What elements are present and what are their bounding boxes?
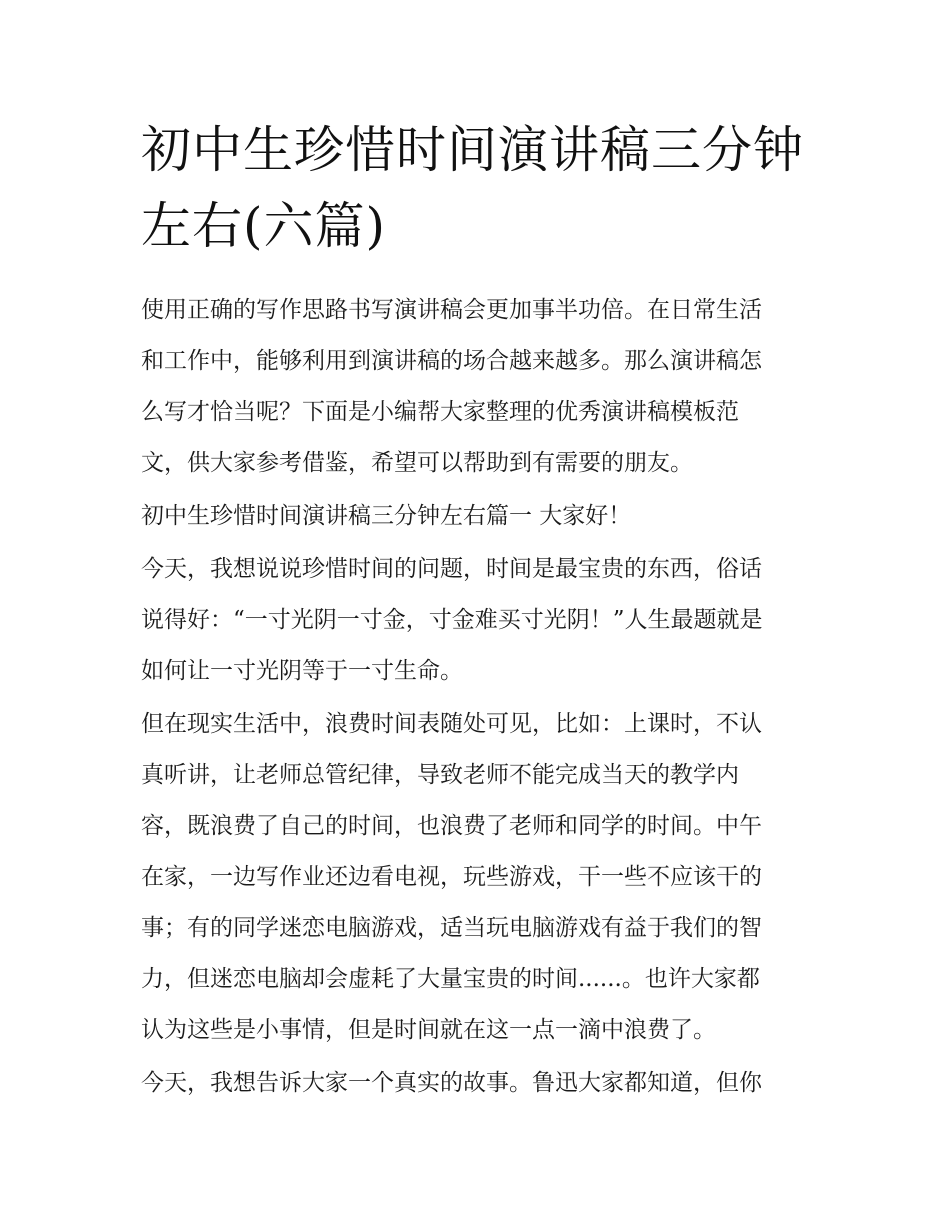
text-line: 认为这些是小事情，但是时间就在这一点一滴中浪费了。 bbox=[141, 1017, 716, 1043]
text-line: 在家，一边写作业还边看电视，玩些游戏，干一些不应该干的 bbox=[141, 864, 762, 890]
text-line: 真听讲，让老师总管纪律，导致老师不能完成当天的教学内 bbox=[141, 762, 739, 788]
paragraph-opening bbox=[141, 544, 813, 697]
text-line: 么写才恰当呢？下面是小编帮大家整理的优秀演讲稿模板范 bbox=[141, 399, 739, 425]
text-line: 使用正确的写作思路书写演讲稿会更加事半功倍。在日常生活 bbox=[141, 297, 762, 323]
text-line: 今天，我想告诉大家一个真实的故事。鲁迅大家都知道，但你 bbox=[141, 1070, 762, 1096]
document-title bbox=[141, 112, 813, 264]
title-line: 左右(六篇) bbox=[141, 197, 387, 255]
title-line: 初中生珍惜时间演讲稿三分钟 bbox=[141, 121, 804, 179]
text-line: 说得好：“一寸光阴一寸金，寸金难买寸光阴！”人生最题就是 bbox=[141, 607, 763, 633]
text-line: 初中生珍惜时间演讲稿三分钟左右篇一 大家好！ bbox=[141, 503, 632, 529]
text-line: 今天，我想说说珍惜时间的问题，时间是最宝贵的东西，俗话 bbox=[141, 556, 762, 582]
paragraph-story bbox=[141, 1058, 813, 1109]
paragraph-intro bbox=[141, 285, 813, 489]
text-line: 容，既浪费了自己的时间，也浪费了老师和同学的时间。中午 bbox=[141, 813, 762, 839]
document-body bbox=[141, 285, 813, 1109]
paragraph-examples bbox=[141, 699, 813, 1056]
text-line: 事；有的同学迷恋电脑游戏，适当玩电脑游戏有益于我们的智 bbox=[141, 915, 762, 941]
paragraph-section-heading bbox=[141, 491, 813, 542]
text-line: 力，但迷恋电脑却会虚耗了大量宝贵的时间......。也许大家都 bbox=[141, 966, 760, 992]
text-line: 和工作中，能够利用到演讲稿的场合越来越多。那么演讲稿怎 bbox=[141, 348, 762, 374]
text-line: 但在现实生活中，浪费时间表随处可见，比如：上课时，不认 bbox=[141, 711, 762, 737]
text-line: 文，供大家参考借鉴，希望可以帮助到有需要的朋友。 bbox=[141, 450, 693, 476]
document-page bbox=[141, 112, 813, 1111]
text-line: 如何让一寸光阴等于一寸生命。 bbox=[141, 658, 463, 684]
